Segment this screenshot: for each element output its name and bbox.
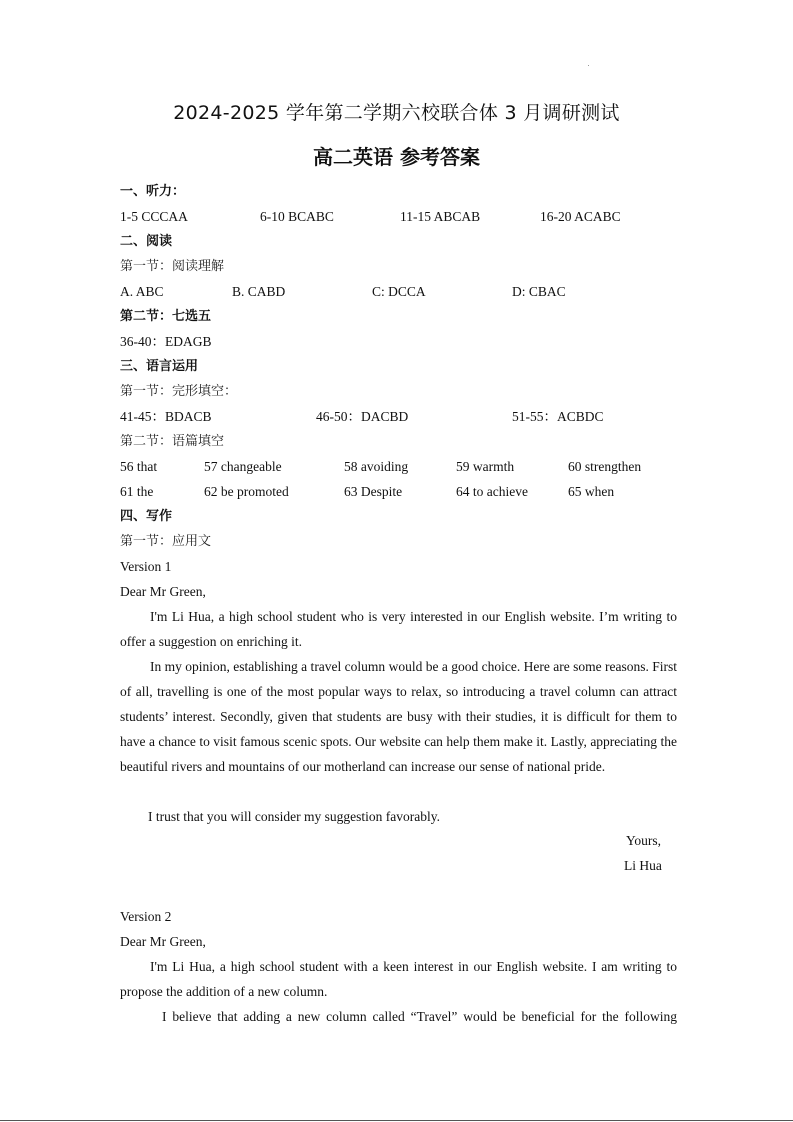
version-1-label: Version 1 — [120, 559, 172, 574]
practical-writing-heading: 第一节：应用文 — [120, 534, 212, 549]
answer-item: 60 strengthen — [568, 459, 642, 474]
reading-part2-answers: 36-40：EDAGB — [120, 334, 212, 349]
reading-heading: 二、阅读 — [120, 234, 173, 249]
reading-part1-heading: 第一节：阅读理解 — [120, 259, 225, 274]
answer-group: D: CBAC — [512, 284, 566, 299]
cloze-heading: 第一节：完形填空： — [120, 384, 238, 399]
version-1-closing: Yours, — [626, 833, 662, 848]
writing-heading: 四、写作 — [120, 509, 173, 524]
answer-item: 63 Despite — [344, 484, 403, 499]
answer-item: 56 that — [120, 459, 158, 474]
reading-part2-heading: 第二节：七选五 — [120, 309, 212, 324]
answer-group: 51-55：ACBDC — [512, 409, 604, 424]
version-1-signature: Li Hua — [624, 858, 662, 873]
answer-item: 58 avoiding — [344, 459, 409, 474]
answer-group: 16-20 ACABC — [540, 209, 621, 224]
answer-group: B. CABD — [232, 284, 286, 299]
version-1-paragraph-2: In my opinion, establishing a travel column would be a good choice. Here are some reasons. First of all, travelling is one of the most popular ways to relax, so introducing a travel column can attract students’ interest. Secondly, given that students are busy with their studies, it is difficult for them to have a chance to visit famous scenic spots. Our website can help them make it. Lastly, appreciating the beautiful rivers and mountains of our motherland can increase our sense of national pride. — [120, 659, 677, 774]
exam-title: 2024-2025 学年第二学期六校联合体 3 月调研测试 — [173, 102, 620, 124]
answer-group: 1-5 CCCAA — [120, 209, 188, 224]
answer-item: 62 be promoted — [204, 484, 289, 499]
answer-group: 11-15 ABCAB — [400, 209, 481, 224]
grammar-fill-heading: 第二节：语篇填空 — [120, 434, 225, 449]
version-1-paragraph-3: I trust that you will consider my suggestion favorably. — [148, 809, 440, 824]
scan-speck — [588, 65, 589, 66]
version-2-paragraph-1: I'm Li Hua, a high school student with a keen interest in our English website. I am writing to propose the addition of a new column. — [120, 959, 677, 999]
version-2-paragraph-2: I believe that adding a new column called “Travel” would be beneficial for the following — [162, 1009, 677, 1024]
version-1-paragraph-1: I'm Li Hua, a high school student who is very interested in our English website. I’m writing to offer a suggestion on enriching it. — [120, 609, 677, 649]
answer-key-title: 高二英语 参考答案 — [313, 145, 480, 169]
answer-group: 46-50：DACBD — [316, 409, 409, 424]
answer-group: A. ABC — [120, 284, 164, 299]
answer-item: 65 when — [568, 484, 615, 499]
answer-item: 64 to achieve — [456, 484, 528, 499]
version-2-salutation: Dear Mr Green, — [120, 934, 206, 949]
answer-item: 57 changeable — [204, 459, 282, 474]
answer-item: 59 warmth — [456, 459, 515, 474]
listening-heading: 一、听力： — [120, 184, 186, 199]
version-2-label: Version 2 — [120, 909, 172, 924]
answer-group: 41-45：BDACB — [120, 409, 212, 424]
version-1-salutation: Dear Mr Green, — [120, 584, 206, 599]
answer-item: 61 the — [120, 484, 154, 499]
answer-group: C: DCCA — [372, 284, 426, 299]
answer-group: 6-10 BCABC — [260, 209, 334, 224]
page-bottom-edge — [0, 1120, 793, 1121]
language-use-heading: 三、语言运用 — [120, 359, 199, 374]
